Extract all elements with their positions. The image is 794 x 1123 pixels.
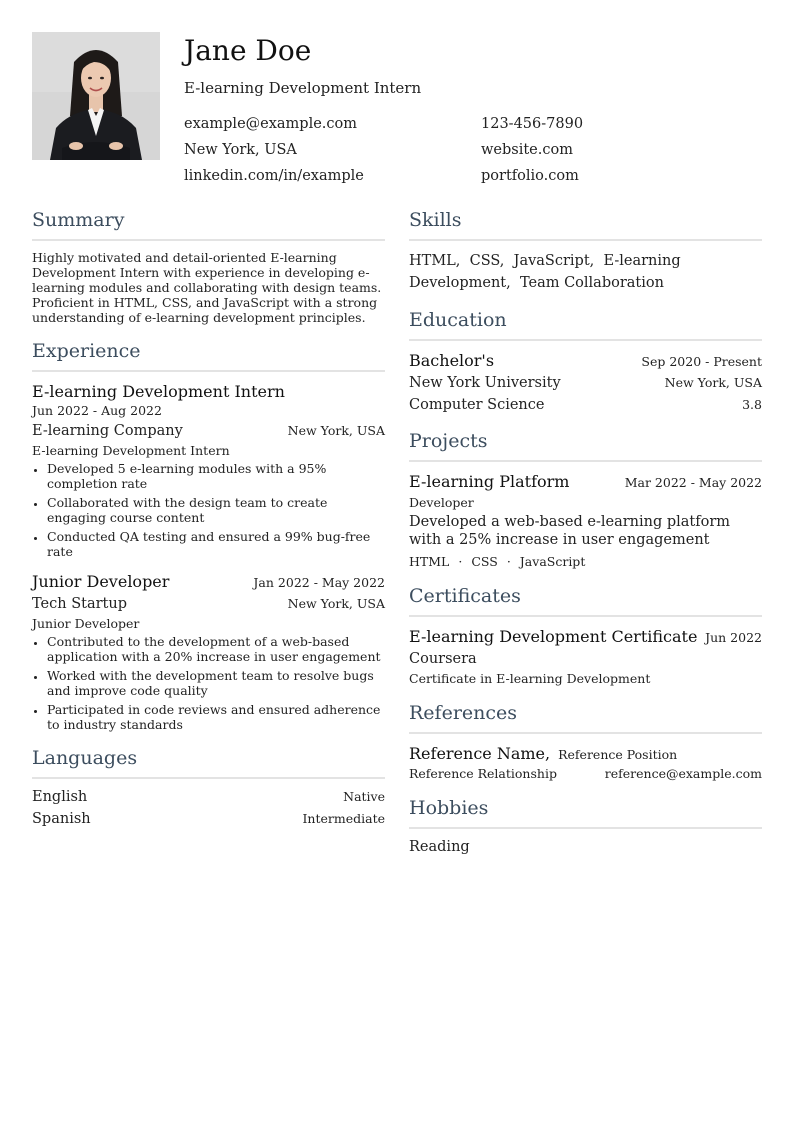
reference-relationship: Reference Relationship — [409, 766, 557, 781]
language-level: Native — [343, 789, 385, 804]
education-school: New York University — [409, 375, 561, 391]
certificate-issuer: Coursera — [409, 651, 477, 667]
summary-section — [32, 208, 385, 325]
experience-location: New York, USA — [287, 423, 385, 438]
language-item — [32, 810, 385, 829]
project-description: Developed a web-based e-learning platform with a 25% increase in user engagement — [409, 514, 731, 548]
languages-section — [32, 746, 385, 829]
contact-info — [184, 114, 762, 186]
experience-company: Tech Startup — [32, 596, 127, 612]
keyword-tag: JavaScript — [519, 554, 586, 569]
experience-date: Jun 2022 - Aug 2022 — [32, 403, 162, 418]
hobbies-section — [409, 796, 762, 857]
section-title-education: Education — [409, 308, 762, 341]
projects-section — [409, 429, 762, 570]
reference-name: Reference Name, — [409, 744, 551, 763]
section-title-hobbies: Hobbies — [409, 796, 762, 829]
education-section — [409, 308, 762, 415]
keyword-tag: CSS — [471, 554, 498, 569]
experience-position: Junior Developer — [32, 616, 140, 631]
location-text: New York, USA — [184, 142, 297, 158]
language-name: Spanish — [32, 811, 91, 827]
right-column — [409, 208, 762, 871]
section-title-references: References — [409, 701, 762, 734]
hobby-item: Reading — [409, 839, 470, 855]
skills-section — [409, 208, 762, 294]
profile-photo — [32, 32, 160, 160]
experience-position: E-learning Development Intern — [32, 443, 230, 458]
candidate-headline: E-learning Development Intern — [184, 79, 422, 97]
website-link[interactable]: website.com — [481, 142, 573, 158]
language-item — [32, 788, 385, 807]
language-name: English — [32, 789, 88, 805]
portfolio-link[interactable]: portfolio.com — [481, 168, 579, 184]
education-date: Sep 2020 - Present — [641, 354, 762, 369]
certificates-section — [409, 584, 762, 687]
education-location: New York, USA — [664, 375, 762, 390]
education-degree: Bachelor's — [409, 351, 495, 370]
references-section — [409, 701, 762, 782]
project-name: E-learning Platform — [409, 472, 570, 491]
email-link[interactable]: example@example.com — [184, 116, 358, 132]
certificate-date: Jun 2022 — [705, 630, 762, 645]
bullet-item: • Developed 5 e-learning modules with a 95% completion rate — [47, 461, 385, 491]
education-gpa: 3.8 — [742, 397, 762, 412]
section-title-experience: Experience — [32, 339, 385, 372]
project-date: Mar 2022 - May 2022 — [624, 475, 762, 490]
keyword-tag: HTML — [409, 554, 450, 569]
reference-email[interactable]: reference@example.com — [604, 766, 762, 781]
separator-dot: · — [458, 554, 463, 569]
project-keywords — [409, 553, 762, 570]
linkedin-link[interactable]: linkedin.com/in/example — [184, 168, 364, 184]
separator-dot: · — [506, 554, 511, 569]
language-level: Intermediate — [302, 811, 385, 826]
project-role: Developer — [409, 495, 474, 510]
candidate-name: Jane Doe — [184, 34, 312, 67]
phone-number[interactable]: 123-456-7890 — [481, 116, 584, 132]
summary-text: Highly motivated and detail-oriented E-learning Development Intern with experience in developing e-learning modules and collaborating with design teams. Proficient in HTML, CSS, and JavaScript with a strong understanding of e-learning development principles. — [32, 250, 382, 325]
section-title-languages: Languages — [32, 746, 385, 779]
experience-date: Jan 2022 - May 2022 — [253, 575, 385, 590]
experience-location: New York, USA — [287, 596, 385, 611]
experience-item — [32, 571, 385, 732]
experience-item — [32, 381, 385, 559]
resume-header — [32, 32, 762, 192]
experience-bullets — [32, 461, 385, 559]
experience-section — [32, 339, 385, 732]
experience-bullets — [32, 634, 385, 732]
left-column — [32, 208, 385, 843]
experience-company: E-learning Company — [32, 423, 183, 439]
experience-title: E-learning Development Intern — [32, 382, 285, 401]
education-field: Computer Science — [409, 397, 545, 413]
bullet-item: • Conducted QA testing and ensured a 99% bug-free rate — [47, 529, 385, 559]
section-title-projects: Projects — [409, 429, 762, 462]
experience-title: Junior Developer — [32, 572, 170, 591]
certificate-summary: Certificate in E-learning Development — [409, 671, 651, 686]
bullet-item: • Contributed to the development of a web-based application with a 20% increase in user engagement — [47, 634, 385, 664]
section-title-summary: Summary — [32, 208, 385, 241]
bullet-item: • Participated in code reviews and ensured adherence to industry standards — [47, 702, 385, 732]
resume-page — [32, 32, 762, 855]
section-title-skills: Skills — [409, 208, 762, 241]
bullet-item: • Worked with the development team to resolve bugs and improve code quality — [47, 668, 385, 698]
section-title-certificates: Certificates — [409, 584, 762, 617]
bullet-item: • Collaborated with the design team to create engaging course content — [47, 495, 385, 525]
reference-position: Reference Position — [558, 747, 678, 762]
skills-list: HTML, CSS, JavaScript, E-learning Development, Team Collaboration — [409, 253, 686, 291]
certificate-name: E-learning Development Certificate — [409, 627, 698, 646]
